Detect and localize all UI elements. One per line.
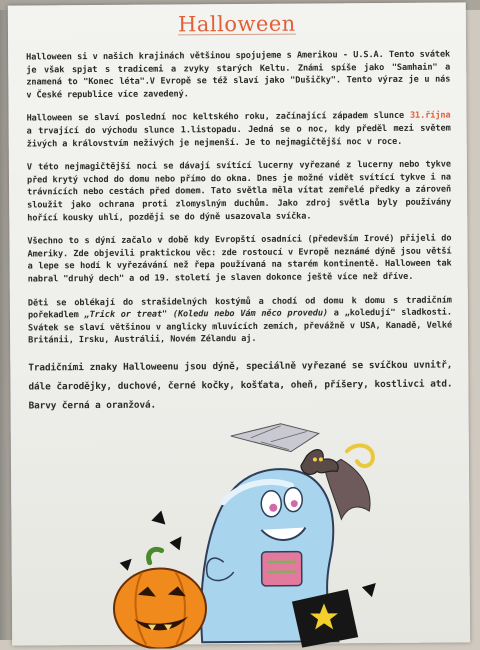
- bat-icon: [301, 450, 338, 475]
- paragraph-symbols: Tradičními znaky Halloweenu jsou dýně, speciálně vyřezané se svíčkou uvnitř, dále čarodějky, duchové, černé kočky, košťata, oheň, příšery, kostlivci atd. Barvy černá a oranžová.: [28, 359, 453, 412]
- paragraph-intro: Halloween si v našich krajinách většinou spojujeme s Amerikou - U.S.A. Tento svátek je však spjat s tradicemi a zvyky starých Keltu. Známi spíše jako "Samhain" a znamená to "Konec léta".V Evropě se též slaví jako "Dušičky". Tento výraz je u nás v České republice více zavedený.: [26, 49, 451, 101]
- highlighted-date: 31.října: [409, 110, 451, 122]
- paragraph-date: [27, 110, 451, 151]
- halloween-clipart: [111, 411, 413, 649]
- paragraph-date-text-b: a trvající do východu slunce 1.listopadu. Jedná se o noc, kdy předěl mezi světem živých a královstvím neživých je nejmenší. Je to nejmagičtější noc v roce.: [26, 123, 451, 150]
- paragraph-customs-text-a: Děti se oblékají do strašidelných kostýmů a chodí od domu k domu s tradičním pořekadlem: [27, 295, 452, 321]
- paragraph-customs-text-b: a „koledují" sladkosti. Svátek se slaví většinou v anglicky mluvících zemích, převážně v USA, Kanadě, Velké Británii, Irsku, Austrálii, Novém Zélandu aj.: [27, 307, 453, 346]
- trick-or-treat-phrase: „Trick or treat" (Koledu nebo Vám něco provedu): [84, 308, 329, 321]
- paragraph-customs: [28, 294, 452, 347]
- paragraph-lanterns: V této nejmagičtější noci se dávají svítící lucerny vyřezané z lucerny nebo tykve před krytý vchod do domu nebo přímo do okna. Dnes je možné vidět svítící tykve i na trávnících nebo cestách před domem. Tato světla měla vítat zemřelé předky a zároveň sloužit jako ochrana proti zlomyslným duchům. Jako zdroj světla byly používány hořící kousky uhlí, později se do dýně usazovala svíčka.: [26, 159, 452, 224]
- spiderweb-icon: [231, 423, 319, 452]
- page-title: Halloween: [177, 11, 296, 37]
- paragraph-history: Všechno to s dýní začalo v době kdy Evropští osadníci (především Irové) přijeli do Ameriky. Zde objevili praktickou věc: zde rostoucí v Evropě neznámé dýně jsou větší a lepe se hodí k vyřezávání než řepa používaná na starém kontinentě. Halloween tak nabral "druhý dech" a od 19. století je slaven dokonce ještě více než dříve.: [27, 233, 452, 285]
- paragraph-date-text-a: Halloween se slaví poslední noc keltského roku, začínající západem slunce: [26, 111, 410, 124]
- paper-sheet: [8, 2, 470, 645]
- document-body: [26, 49, 453, 416]
